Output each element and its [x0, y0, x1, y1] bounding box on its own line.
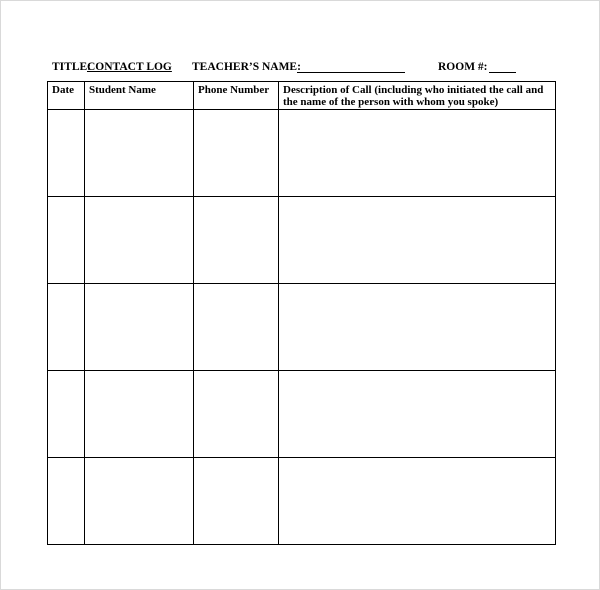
description-cell[interactable]	[279, 371, 556, 458]
student-name-cell[interactable]	[85, 110, 194, 197]
room-number-blank[interactable]	[489, 72, 516, 73]
table-row	[48, 197, 556, 284]
table-row	[48, 284, 556, 371]
date-cell[interactable]	[48, 110, 85, 197]
phone-number-cell[interactable]	[194, 110, 279, 197]
teacher-name-blank[interactable]	[297, 72, 405, 73]
title-label: TITLE:	[52, 61, 91, 73]
column-header-date: Date	[48, 82, 85, 110]
column-header-phone-number: Phone Number	[194, 82, 279, 110]
table-row	[48, 110, 556, 197]
student-name-cell[interactable]	[85, 197, 194, 284]
phone-number-cell[interactable]	[194, 284, 279, 371]
phone-number-cell[interactable]	[194, 371, 279, 458]
teacher-name-label: TEACHER’S NAME:	[192, 61, 301, 73]
description-cell[interactable]	[279, 284, 556, 371]
description-cell[interactable]	[279, 197, 556, 284]
room-number-label: ROOM #:	[438, 61, 488, 73]
student-name-cell[interactable]	[85, 458, 194, 545]
column-header-description: Description of Call (including who initiated the call and the name of the person with whom you spoke)	[279, 82, 556, 110]
form-header	[52, 61, 572, 77]
date-cell[interactable]	[48, 284, 85, 371]
table-row	[48, 458, 556, 545]
date-cell[interactable]	[48, 458, 85, 545]
table-header-row	[48, 82, 556, 110]
phone-number-cell[interactable]	[194, 197, 279, 284]
title-value: CONTACT LOG	[87, 61, 172, 73]
contact-log-table	[47, 81, 556, 545]
student-name-cell[interactable]	[85, 284, 194, 371]
table-row	[48, 371, 556, 458]
description-cell[interactable]	[279, 458, 556, 545]
column-header-student-name: Student Name	[85, 82, 194, 110]
date-cell[interactable]	[48, 371, 85, 458]
student-name-cell[interactable]	[85, 371, 194, 458]
description-cell[interactable]	[279, 110, 556, 197]
date-cell[interactable]	[48, 197, 85, 284]
phone-number-cell[interactable]	[194, 458, 279, 545]
